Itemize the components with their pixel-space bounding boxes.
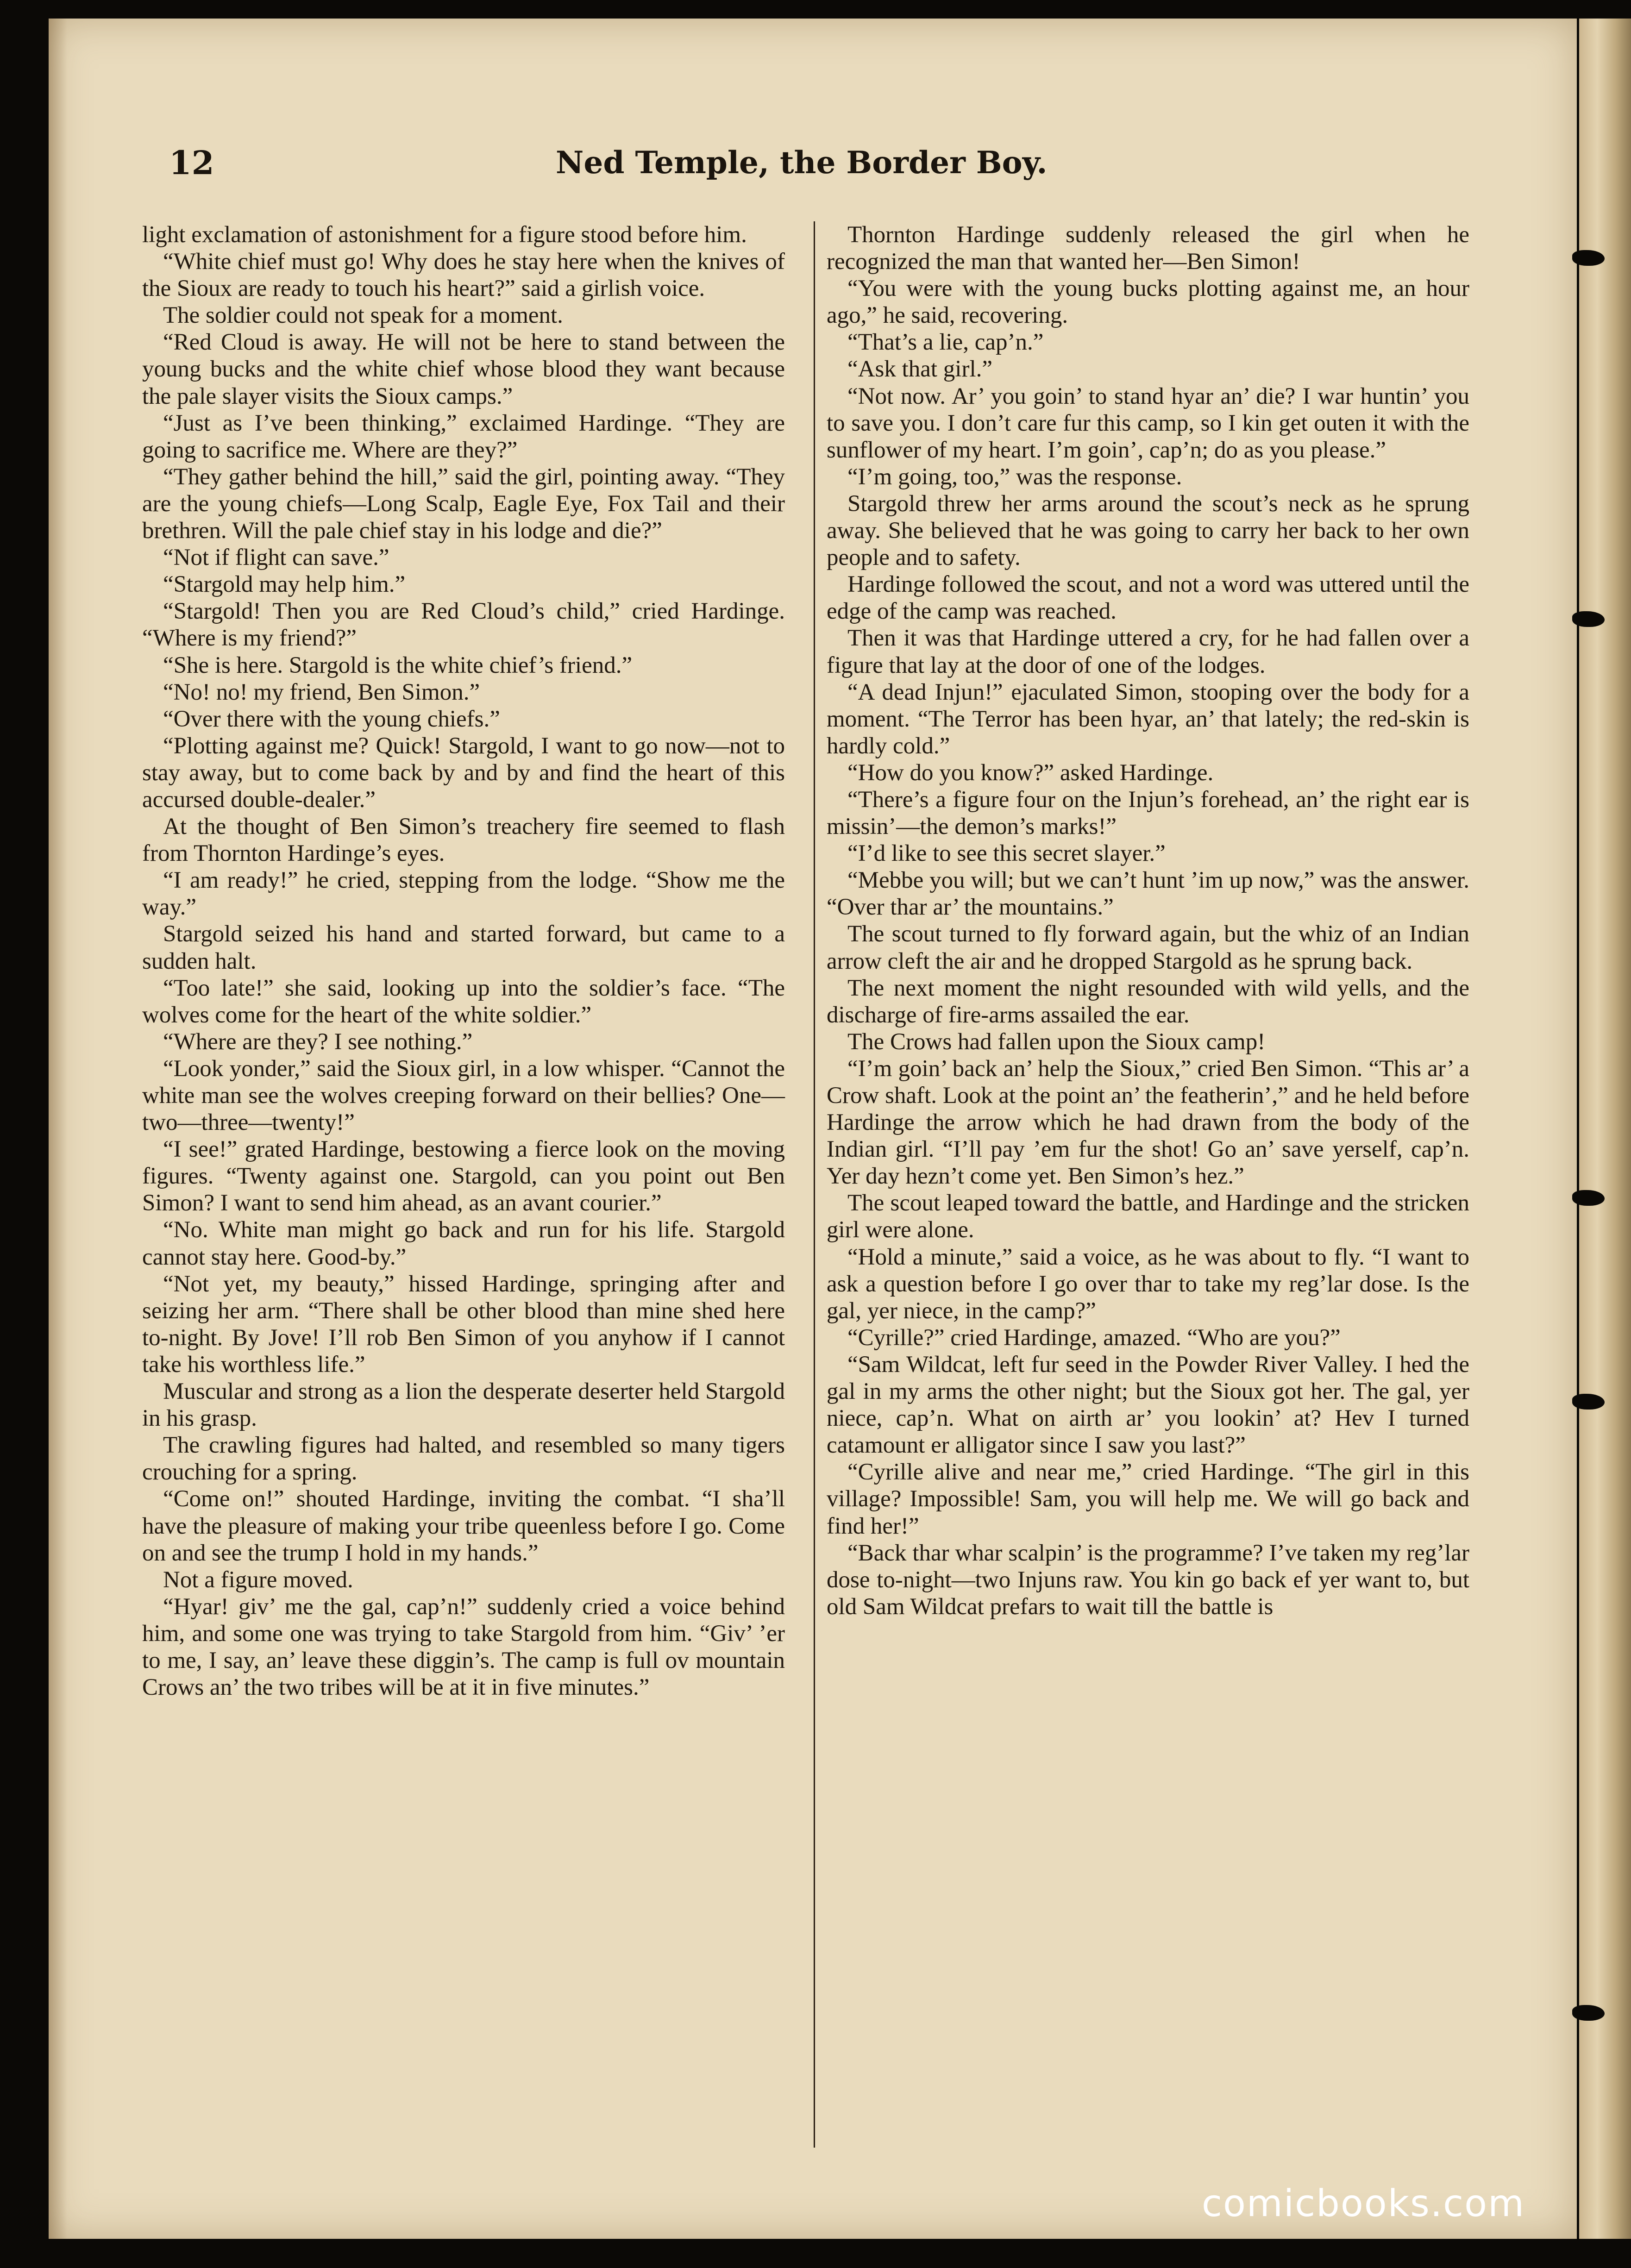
paragraph: “I am ready!” he cried, stepping from the lodge. “Show me the way.” <box>142 867 785 921</box>
paragraph: “Hold a minute,” said a voice, as he was about to fly. “I want to ask a question before I go over thar to take my reg’lar dose. Is the gal, yer niece, in the camp?” <box>827 1244 1469 1324</box>
paragraph: Stargold threw her arms around the scout’s neck as he sprung away. She believed that he was going to carry her back to her own people and to safety. <box>827 490 1469 571</box>
binding-hole <box>1572 1190 1605 1206</box>
paragraph: “Mebbe you will; but we can’t hunt ’im up now,” was the answer. “Over thar ar’ the mountains.” <box>827 867 1469 921</box>
paragraph: “That’s a lie, cap’n.” <box>847 329 1044 356</box>
paragraph: “Look yonder,” said the Sioux girl, in a low whisper. “Cannot the white man see the wolves creeping forward on their bellies? One—two—three—twenty!” <box>142 1055 785 1136</box>
paragraph: “They gather behind the hill,” said the girl, pointing away. “They are the young chiefs—Long Scalp, Eagle Eye, Fox Tail and their brethren. Will the pale chief stay in his lodge and die?” <box>142 464 785 544</box>
binding-hole <box>1572 611 1605 627</box>
paragraph: “A dead Injun!” ejaculated Simon, stooping over the body for a moment. “The Terror has been hyar, an’ that lately; the red-skin is hardly cold.” <box>827 679 1469 759</box>
paragraph: “There’s a figure four on the Injun’s forehead, an’ the right ear is missin’—the demon’s marks!” <box>827 786 1469 840</box>
paragraph: “Red Cloud is away. He will not be here to stand between the young bucks and the white chief whose blood they want because the pale slayer visits the Sioux camps.” <box>142 329 785 409</box>
paragraph: “How do you know?” asked Hardinge. <box>847 759 1214 786</box>
paragraph: “Plotting against me? Quick! Stargold, I want to go now—not to stay away, but to come back by and by and find the heart of this accursed double-dealer.” <box>142 733 785 813</box>
paragraph: “No. White man might go back and run for his life. Stargold cannot stay here. Good-by.” <box>142 1217 785 1270</box>
paragraph: “I’m goin’ back an’ help the Sioux,” cried Ben Simon. “This ar’ a Crow shaft. Look at the point an’ the featherin’,” and he held before Hardinge the arrow which he had drawn from the body of the Indian girl. “I’ll pay ’em fur the shot! Go an’ save yerself, cap’n. Yer day hezn’t come yet. Ben Simon’s hez.” <box>827 1055 1469 1190</box>
paragraph: “White chief must go! Why does he stay here when the knives of the Sioux are ready to touch his heart?” said a girlish voice. <box>142 249 785 302</box>
paragraph: Then it was that Hardinge uttered a cry, for he had fallen over a figure that lay at the door of one of the lodges. <box>827 625 1469 678</box>
paragraph: “Over there with the young chiefs.” <box>163 706 500 732</box>
paragraph: “No! no! my friend, Ben Simon.” <box>163 679 480 705</box>
paragraph: The crawling figures had halted, and resembled so many tigers crouching for a spring. <box>142 1432 785 1485</box>
paragraph: “Come on!” shouted Hardinge, inviting the combat. “I sha’ll have the pleasure of making your tribe queenless before I go. Come on and see the trump I hold in my hands.” <box>142 1486 785 1566</box>
paragraph: “Stargold! Then you are Red Cloud’s child,” cried Hardinge. “Where is my friend?” <box>142 598 785 652</box>
paragraph: “She is here. Stargold is the white chief’s friend.” <box>163 652 633 678</box>
paragraph: “Cyrille alive and near me,” cried Hardinge. “The girl in this village? Impossible! Sam, you will help me. We will go back and find her!” <box>827 1459 1469 1539</box>
paragraph: “Back thar whar scalpin’ is the programme? I’ve taken my reg’lar dose to-night—two Injuns raw. You kin go back ef yer want to, but old Sam Wildcat prefars to wait till the battle is <box>827 1540 1469 1620</box>
paragraph: The scout turned to fly forward again, but the whiz of an Indian arrow cleft the air and he dropped Stargold as he sprung back. <box>827 921 1469 974</box>
paragraph: “Hyar! giv’ me the gal, cap’n!” suddenly cried a voice behind him, and some one was trying to take Stargold from him. “Giv’ ’er to me, I say, an’ leave these diggin’s. The camp is full ov mountain Crows an’ the two tribes will be at it in five minutes.” <box>142 1593 785 1701</box>
page-edge-shadow <box>49 19 67 2239</box>
paragraph: Not a figure moved. <box>163 1566 353 1593</box>
paragraph: “You were with the young bucks plotting against me, an hour ago,” he said, recovering. <box>827 276 1469 329</box>
paragraph: “I’m going, too,” was the response. <box>847 464 1182 490</box>
paragraph: “Ask that girl.” <box>847 356 992 382</box>
binding-hole <box>1572 250 1605 266</box>
watermark: comicbooks.com <box>1202 2182 1525 2225</box>
paragraph: “Stargold may help him.” <box>163 571 406 598</box>
paragraph: “Not now. Ar’ you goin’ to stand hyar an’ die? I war huntin’ you to save you. I don’t care fur this camp, so I kin get outen it with the sunflower of my heart. I’m goin’, cap’n; do as you please.” <box>827 383 1469 463</box>
paragraph: “Not yet, my beauty,” hissed Hardinge, springing after and seizing her arm. “There shall be other blood than mine shed here to-night. By Jove! I’ll rob Ben Simon of you anyhow if I cannot take his worthless life.” <box>142 1271 785 1378</box>
running-title: Ned Temple, the Border Boy. <box>556 144 1048 181</box>
right-text-column <box>827 221 1469 1620</box>
paragraph: The scout leaped toward the battle, and Hardinge and the stricken girl were alone. <box>827 1190 1469 1243</box>
paragraph: Hardinge followed the scout, and not a word was uttered until the edge of the camp was reached. <box>827 571 1469 625</box>
paragraph: The soldier could not speak for a moment. <box>163 302 563 329</box>
paragraph: “Cyrille?” cried Hardinge, amazed. “Who are you?” <box>847 1324 1341 1351</box>
column-divider <box>814 221 815 2148</box>
paragraph: “Sam Wildcat, left fur seed in the Powder River Valley. I hed the gal in my arms the other night; but the Sioux got her. The gal, yer niece, cap’n. What on airth ar’ you lookin’ at? Hev I turned catamount er alligator since I saw you last?” <box>827 1351 1469 1459</box>
page-header <box>162 139 1551 194</box>
left-text-column <box>142 221 785 1701</box>
paragraph: “I see!” grated Hardinge, bestowing a fierce look on the moving figures. “Twenty against one. Stargold, can you point out Ben Simon? I want to send him ahead, as an avant courier.” <box>142 1136 785 1216</box>
page-number: 12 <box>169 144 214 182</box>
paragraph: “Too late!” she said, looking up into the soldier’s face. “The wolves come for the heart of the white soldier.” <box>142 975 785 1028</box>
paragraph: At the thought of Ben Simon’s treachery fire seemed to flash from Thornton Hardinge’s eyes. <box>142 814 785 867</box>
paragraph: Thornton Hardinge suddenly released the girl when he recognized the man that wanted her—Ben Simon! <box>827 222 1469 275</box>
paragraph: “Where are they? I see nothing.” <box>163 1028 473 1055</box>
paragraph: “Not if flight can save.” <box>163 545 389 571</box>
paragraph: Stargold seized his hand and started forward, but came to a sudden halt. <box>142 921 785 974</box>
paragraph: The Crows had fallen upon the Sioux camp! <box>847 1028 1266 1055</box>
paragraph: light exclamation of astonishment for a figure stood before him. <box>142 222 747 248</box>
binding-hole <box>1572 1394 1605 1410</box>
paragraph: “I’d like to see this secret slayer.” <box>847 840 1166 867</box>
paragraph: “Just as I’ve been thinking,” exclaimed Hardinge. “They are going to sacrifice me. Where are they?” <box>142 410 785 463</box>
paragraph: Muscular and strong as a lion the desperate deserter held Stargold in his grasp. <box>142 1378 785 1432</box>
paragraph: The next moment the night resounded with wild yells, and the discharge of fire-arms assailed the ear. <box>827 975 1469 1028</box>
binding-hole <box>1572 2005 1605 2021</box>
page-spine-edge <box>1579 19 1631 2239</box>
